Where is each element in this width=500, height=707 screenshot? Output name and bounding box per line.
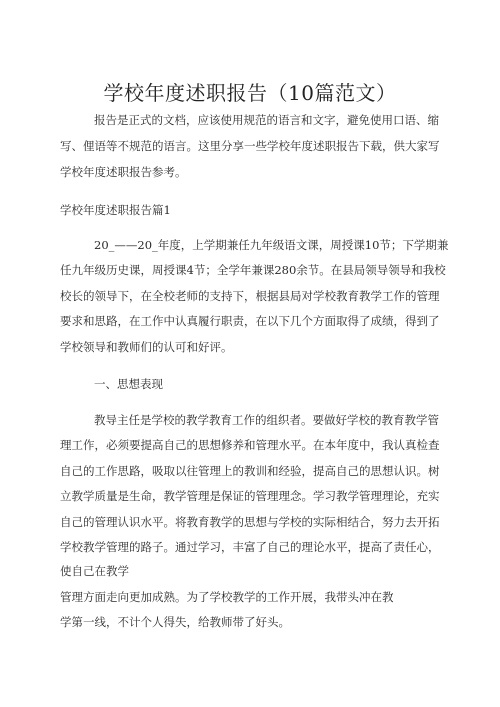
paragraph-line: 要求和思路，在工作中认真履行职责，在以下几个方面取得了成绩，得到了 <box>60 314 440 328</box>
paragraph-line: 报告是正式的文档，应该使用规范的语言和文字，避免使用口语、缩 <box>94 113 439 127</box>
paragraph-line: 自己的管理认识水平。将教育教学的思想与学校的实际相结合，努力去开拓 <box>60 515 440 529</box>
paragraph-line: 校长的领导下，在全校老师的支持下，根据县局对学校教育教学工作的管理 <box>60 289 440 303</box>
paragraph-line: 使自己在教学 <box>60 564 129 578</box>
paragraph-line: 学校教学管理的路子。通过学习，丰富了自己的理论水平，提高了责任心， <box>60 540 440 554</box>
paragraph-line: 自己的工作思路，吸取以往管理上的教训和经验，提高自己的思想认识。树 <box>60 464 440 478</box>
paragraph-line: 任九年级历史课，周授课4节；全学年兼课280余节。在县局领导领导和我校 <box>60 263 446 277</box>
paragraph-line: 学校年度述职报告参考。 <box>60 165 187 179</box>
paragraph-line: 教导主任是学校的教学教育工作的组织者。要做好学校的教育教学管 <box>94 413 439 427</box>
paragraph-line: 20_——20_年度，上学期兼任九年级语文课，周授课10节；下学期兼 <box>94 238 449 252</box>
paragraph-line: 管理方面走向更加成熟。为了学校教学的工作开展，我带头冲在教 <box>60 590 394 604</box>
paragraph-line: 写、俚语等不规范的语言。这里分享一些学校年度述职报告下载，供大家写 <box>60 139 440 153</box>
paragraph-line: 学第一线，不计个人得失，给教师带了好头。 <box>60 615 290 629</box>
paragraph-line: 学校领导和教师们的认可和好评。 <box>60 340 233 354</box>
section-heading: 学校年度述职报告篇1 <box>60 203 171 217</box>
document-title: 学校年度述职报告（10篇范文） <box>103 81 397 105</box>
section-heading: 一、思想表现 <box>94 377 163 391</box>
paragraph-line: 理工作，必须要提高自己的思想修养和管理水平。在本年度中，我认真检查 <box>60 438 440 452</box>
paragraph-line: 立教学质量是生命，教学管理是保证的管理理念。学习教学管理理论，充实 <box>60 489 440 503</box>
